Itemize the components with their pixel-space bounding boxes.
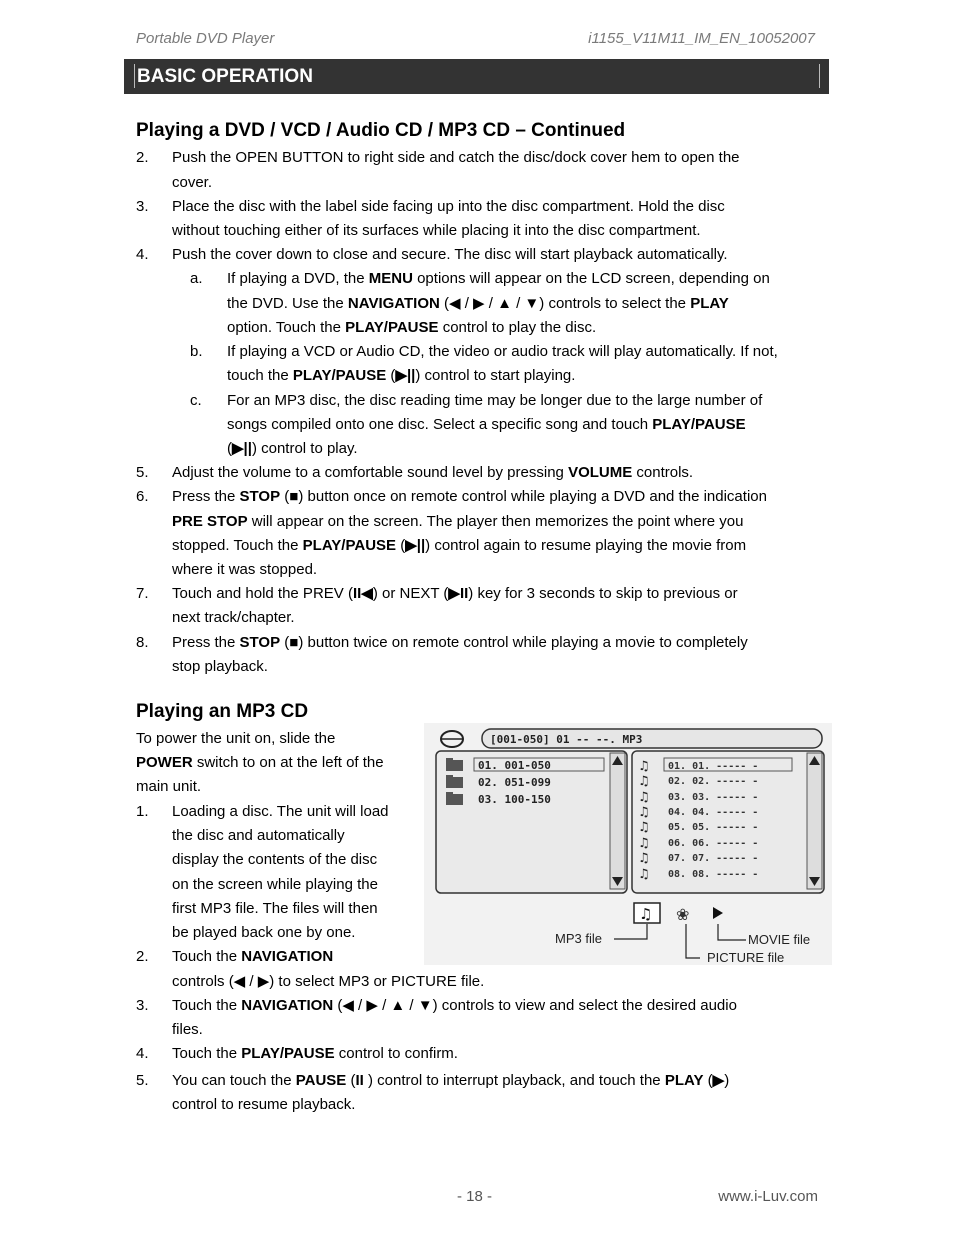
track-item: 06. 06. ----- -: [668, 838, 759, 849]
step-number: 2.: [136, 149, 149, 166]
track-item: 01. 01. ----- -: [668, 761, 759, 772]
mp3-intro-line-3: main unit.: [136, 778, 202, 795]
step-6-line-1: Press the STOP (■) button once on remote control while playing a DVD and the indication: [172, 488, 767, 505]
mp3-file-label: MP3 file: [555, 931, 602, 946]
mp3-step-3-line-2: files.: [172, 1021, 203, 1038]
mp3-file-icon: ♫: [639, 905, 653, 923]
step-6-line-3: stopped. Touch the PLAY/PAUSE (▶||) control again to resume playing the movie from: [172, 537, 747, 554]
mp3-step-2-line-2: controls (◀ / ▶) to select MP3 or PICTURE file.: [172, 973, 485, 990]
step-number: 5.: [136, 464, 149, 481]
path-bar-text: [001-050] 01 -- --. MP3: [490, 733, 643, 746]
folder-item: 02. 051-099: [478, 776, 551, 789]
track-item: 02. 02. ----- -: [668, 776, 759, 787]
step-3-line-2: without touching either of its surfaces while placing it into the disc compartment.: [172, 222, 701, 239]
svg-text:♫: ♫: [638, 759, 650, 774]
substep-a-line-2: the DVD. Use the NAVIGATION (◀ / ▶ / ▲ / ▼) controls to select the PLAY: [227, 295, 729, 312]
substep-c-line-3: (▶||) control to play.: [227, 440, 358, 457]
picture-file-icon: ❀: [676, 905, 690, 924]
step-5-line-1: Adjust the volume to a comfortable sound level by pressing VOLUME controls.: [172, 464, 694, 481]
substep-c-line-2: songs compiled onto one disc. Select a specific song and touch PLAY/PAUSE: [227, 416, 746, 433]
step-number: 7.: [136, 585, 149, 602]
substep-letter: b.: [190, 343, 203, 360]
mp3-screen-illustration: [424, 723, 832, 965]
track-item: 04. 04. ----- -: [668, 807, 759, 818]
movie-file-label: MOVIE file: [748, 932, 811, 947]
substep-letter: c.: [190, 392, 202, 409]
svg-text:♫: ♫: [638, 836, 650, 851]
mp3-step-2-line-1: Touch the NAVIGATION: [172, 948, 334, 965]
step-8-line-2: stop playback.: [172, 658, 268, 675]
mp3-intro-line-1: To power the unit on, slide the: [136, 730, 336, 747]
step-number: 4.: [136, 1045, 149, 1062]
mp3-step-1-line-1: Loading a disc. The unit will load: [172, 803, 389, 820]
svg-text:♫: ♫: [638, 851, 650, 866]
track-item: 07. 07. ----- -: [668, 853, 759, 864]
section-bar: [124, 59, 829, 94]
mp3-step-1-line-6: be played back one by one.: [172, 924, 356, 941]
page-number: - 18 -: [457, 1188, 493, 1205]
step-4-line-1: Push the cover down to close and secure. The disc will start playback automatically.: [172, 246, 728, 263]
bar-divider-right: [819, 64, 820, 88]
substep-b-line-1: If playing a VCD or Audio CD, the video or audio track will play automatically. If not,: [227, 343, 778, 360]
step-number: 8.: [136, 634, 149, 651]
step-number: 2.: [136, 948, 149, 965]
step-2-line-2: cover.: [172, 174, 213, 191]
step-number: 4.: [136, 246, 149, 263]
svg-text:♫: ♫: [638, 774, 650, 789]
folder-item: 03. 100-150: [478, 793, 551, 806]
mp3-step-1-line-4: on the screen while playing the: [172, 876, 378, 893]
step-8-line-1: Press the STOP (■) button twice on remote control while playing a movie to completely: [172, 634, 748, 651]
track-item: 08. 08. ----- -: [668, 869, 759, 880]
mp3-intro-line-2: POWER switch to on at the left of the: [136, 754, 384, 771]
track-item: 05. 05. ----- -: [668, 822, 759, 833]
step-6-line-2: PRE STOP will appear on the screen. The player then memorizes the point where you: [172, 513, 744, 530]
footer-website: www.i-Luv.com: [718, 1188, 818, 1205]
substep-letter: a.: [190, 270, 203, 287]
step-number: 5.: [136, 1072, 149, 1089]
mp3-step-3-line-1: Touch the NAVIGATION (◀ / ▶ / ▲ / ▼) controls to view and select the desired audio: [172, 997, 737, 1014]
step-6-line-4: where it was stopped.: [172, 561, 318, 578]
music-note-icon: [638, 759, 650, 882]
svg-text:♫: ♫: [638, 867, 650, 882]
mp3-step-5-line-1: You can touch the PAUSE (II ) control to interrupt playback, and touch the PLAY (▶): [172, 1072, 730, 1089]
section-title: BASIC OPERATION: [137, 66, 313, 87]
folder-item: 01. 001-050: [478, 759, 551, 772]
mp3-step-4-line-1: Touch the PLAY/PAUSE control to confirm.: [172, 1045, 458, 1062]
mp3-step-1-line-2: the disc and automatically: [172, 827, 345, 844]
header-doc-code: i1155_V11M11_IM_EN_10052007: [588, 30, 815, 47]
svg-text:♫: ♫: [638, 790, 650, 805]
mp3-step-5-line-2: control to resume playback.: [172, 1096, 356, 1113]
header-doc-title: Portable DVD Player: [136, 30, 275, 47]
substep-a-line-3: option. Touch the PLAY/PAUSE control to play the disc.: [227, 319, 597, 336]
step-number: 3.: [136, 997, 149, 1014]
step-7-line-2: next track/chapter.: [172, 609, 295, 626]
track-item: 03. 03. ----- -: [668, 792, 759, 803]
svg-text:♫: ♫: [638, 820, 650, 835]
step-7-line-1: Touch and hold the PREV (II◀) or NEXT (▶II) key for 3 seconds to skip to previous or: [172, 585, 738, 602]
mp3-step-1-line-3: display the contents of the disc: [172, 851, 378, 868]
svg-text:♫: ♫: [638, 805, 650, 820]
substep-c-line-1: For an MP3 disc, the disc reading time may be longer due to the large number of: [227, 392, 763, 409]
bar-divider-left: [134, 64, 135, 88]
heading-playing-mp3: Playing an MP3 CD: [136, 701, 309, 722]
picture-file-label: PICTURE file: [707, 950, 785, 965]
substep-a-line-1: If playing a DVD, the MENU options will appear on the LCD screen, depending on: [227, 270, 770, 287]
mp3-step-1-line-5: first MP3 file. The files will then: [172, 900, 378, 917]
substep-b-line-2: touch the PLAY/PAUSE (▶||) control to start playing.: [227, 367, 576, 384]
step-number: 1.: [136, 803, 149, 820]
heading-playing-dvd: Playing a DVD / VCD / Audio CD / MP3 CD – Continued: [136, 120, 626, 141]
step-number: 3.: [136, 198, 149, 215]
step-number: 6.: [136, 488, 149, 505]
folder-icon: [446, 758, 463, 805]
step-3-line-1: Place the disc with the label side facing up into the disc compartment. Hold the disc: [172, 198, 725, 215]
step-2-line-1: Push the OPEN BUTTON to right side and catch the disc/dock cover hem to open the: [172, 149, 740, 166]
